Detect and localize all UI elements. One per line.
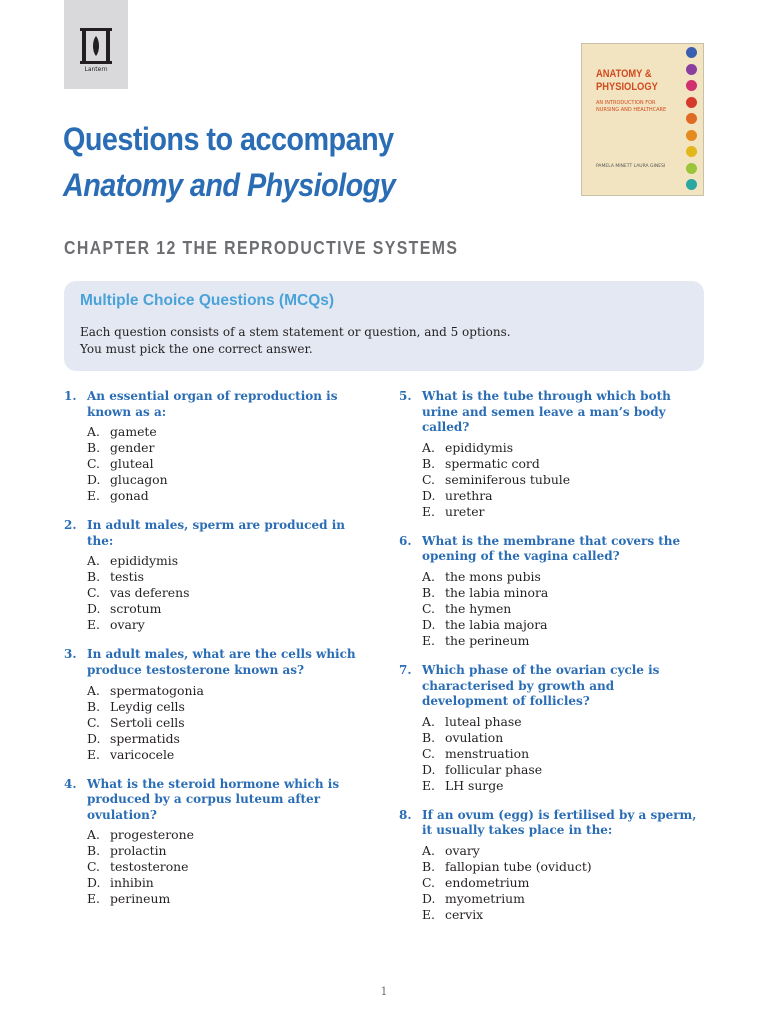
cover-title: ANATOMY & PHYSIOLOGY (596, 68, 658, 93)
option-text: varicocele (110, 746, 175, 762)
answer-options (87, 553, 364, 633)
answer-option (87, 472, 364, 488)
answer-option (87, 553, 364, 569)
answer-option (87, 601, 364, 617)
option-letter: E. (422, 777, 435, 793)
answer-option (422, 601, 699, 617)
option-text: progesterone (110, 827, 194, 843)
question-number: 7. (399, 662, 412, 677)
option-text: perineum (110, 891, 171, 907)
option-text: gender (110, 440, 155, 456)
option-letter: D. (87, 601, 101, 617)
option-letter: E. (422, 632, 435, 648)
question-number: 1. (64, 389, 77, 403)
answer-option (422, 859, 699, 875)
option-letter: C. (87, 585, 100, 601)
option-text: ureter (445, 503, 485, 519)
mcq-description-line-2: You must pick the one correct answer. (80, 342, 313, 356)
page-number: 1 (380, 985, 388, 998)
option-text: fallopian tube (oviduct) (445, 858, 592, 874)
option-letter: B. (422, 729, 436, 745)
option-letter: B. (422, 584, 436, 600)
answer-options (87, 424, 364, 504)
option-letter: B. (87, 698, 101, 714)
answer-option (422, 907, 699, 923)
cover-category-icon (686, 146, 697, 157)
option-text: testis (110, 569, 144, 585)
option-text: myometrium (445, 890, 525, 906)
title-line-2: Anatomy and Physiology (63, 167, 396, 203)
option-text: cervix (445, 906, 484, 922)
option-text: the hymen (445, 600, 512, 616)
option-letter: B. (87, 440, 101, 456)
answer-option (87, 699, 364, 715)
answer-option (87, 617, 364, 633)
chapter-heading: CHAPTER 12 THE REPRODUCTIVE SYSTEMS (64, 238, 459, 258)
option-text: ovary (110, 617, 145, 633)
option-letter: C. (422, 745, 435, 761)
option-text: LH surge (445, 777, 504, 793)
option-text: spermatids (110, 730, 180, 746)
option-text: testosterone (110, 859, 189, 875)
option-letter: A. (87, 682, 100, 698)
option-letter: D. (422, 616, 436, 632)
option-letter: E. (87, 891, 100, 907)
question-text: What is the tube through which both urine and semen leave a man’s body called? (422, 389, 671, 435)
questions-left-column (64, 389, 364, 921)
cover-icon-strip (686, 47, 698, 196)
question-number: 3. (64, 647, 77, 662)
option-letter: A. (422, 713, 435, 729)
answer-option (422, 569, 699, 585)
questions-right-column (399, 389, 699, 937)
option-letter: D. (87, 730, 101, 746)
question-text: In adult males, sperm are produced in the: (87, 518, 345, 548)
option-letter: C. (87, 714, 100, 730)
cover-category-icon (686, 47, 697, 58)
option-text: Sertoli cells (110, 714, 185, 730)
cover-category-icon (686, 64, 697, 75)
answer-option (422, 714, 699, 730)
mcq-description (80, 324, 680, 358)
option-letter: C. (87, 456, 100, 472)
answer-options (422, 714, 699, 794)
option-text: gamete (110, 424, 157, 440)
answer-option (87, 456, 364, 472)
question-text: What is the membrane that covers the opening of the vagina called? (422, 533, 681, 564)
answer-option (422, 488, 699, 504)
option-text: prolactin (110, 843, 167, 859)
option-letter: B. (422, 858, 436, 874)
option-text: scrotum (110, 601, 162, 617)
question-stem (64, 647, 364, 678)
option-text: spermatogonia (110, 682, 204, 698)
cover-category-icon (686, 97, 697, 108)
answer-option (87, 875, 364, 891)
option-letter: D. (422, 487, 436, 503)
option-letter: E. (87, 617, 100, 633)
page-title (63, 116, 495, 208)
option-letter: D. (422, 761, 436, 777)
question-stem (64, 518, 364, 549)
mcq-title: Multiple Choice Questions (MCQs) (80, 292, 335, 309)
answer-option (422, 746, 699, 762)
option-text: urethra (445, 487, 493, 503)
answer-option (422, 504, 699, 520)
question-number: 4. (64, 776, 77, 791)
option-letter: A. (87, 553, 100, 569)
option-text: glucagon (110, 472, 168, 488)
option-text: epididymis (110, 553, 179, 569)
question-item (64, 777, 364, 908)
answer-options (422, 569, 699, 649)
option-letter: B. (87, 569, 101, 585)
option-text: menstruation (445, 745, 530, 761)
answer-option (422, 843, 699, 859)
answer-option (422, 730, 699, 746)
option-letter: E. (87, 488, 100, 504)
option-text: ovary (445, 842, 480, 858)
option-letter: D. (87, 875, 101, 891)
option-text: inhibin (110, 875, 154, 891)
option-letter: A. (422, 439, 435, 455)
answer-option (422, 875, 699, 891)
cover-category-icon (686, 163, 697, 174)
question-text: What is the steroid hormone which is produced by a corpus luteum after ovulation? (87, 776, 340, 822)
question-item (399, 663, 699, 794)
answer-options (422, 440, 699, 520)
option-letter: C. (422, 874, 435, 890)
question-item (64, 389, 364, 504)
cover-category-icon (686, 179, 697, 190)
answer-option (422, 778, 699, 794)
answer-option (87, 843, 364, 859)
answer-option (422, 440, 699, 456)
logo-text: Lantern (84, 66, 108, 73)
answer-option (422, 585, 699, 601)
question-number: 5. (399, 389, 412, 403)
option-text: luteal phase (445, 713, 522, 729)
answer-option (422, 891, 699, 907)
answer-option (87, 891, 364, 907)
publisher-logo (64, 0, 128, 89)
question-stem (399, 663, 699, 710)
question-stem (399, 808, 699, 839)
cover-authors: PAMELA MINETT LAURA GINESI (596, 164, 666, 169)
question-text: An essential organ of reproduction is known as a: (87, 389, 338, 419)
question-stem (64, 389, 364, 420)
question-number: 8. (399, 807, 412, 822)
answer-options (422, 843, 699, 923)
answer-options (87, 827, 364, 907)
option-text: vas deferens (110, 585, 190, 601)
question-item (64, 518, 364, 633)
answer-option (87, 715, 364, 731)
question-item (399, 389, 699, 520)
option-text: follicular phase (445, 761, 543, 777)
mcq-info-box (64, 281, 704, 371)
option-text: the mons pubis (445, 568, 541, 584)
option-text: ovulation (445, 729, 504, 745)
question-number: 6. (399, 533, 412, 548)
option-letter: E. (422, 503, 435, 519)
option-letter: C. (422, 471, 435, 487)
option-text: the labia minora (445, 584, 549, 600)
question-stem (399, 389, 699, 436)
answer-option (422, 617, 699, 633)
question-stem (64, 777, 364, 824)
title-line-1: Questions to accompany (63, 121, 394, 157)
option-letter: C. (422, 600, 435, 616)
answer-option (422, 456, 699, 472)
option-letter: A. (422, 568, 435, 584)
option-text: the perineum (445, 632, 530, 648)
option-text: gluteal (110, 456, 154, 472)
option-letter: D. (87, 472, 101, 488)
option-letter: D. (422, 890, 436, 906)
answer-option (422, 762, 699, 778)
answer-option (87, 585, 364, 601)
book-cover (581, 43, 704, 196)
option-letter: C. (87, 859, 100, 875)
question-text: If an ovum (egg) is fertilised by a sperm, it usually takes place in the: (422, 807, 697, 838)
mcq-description-line-1: Each question consists of a stem statement or question, and 5 options. (80, 325, 511, 339)
option-letter: B. (422, 455, 436, 471)
answer-option (87, 683, 364, 699)
answer-option (87, 731, 364, 747)
question-item (399, 534, 699, 649)
option-text: endometrium (445, 874, 530, 890)
option-text: seminiferous tubule (445, 471, 571, 487)
question-stem (399, 534, 699, 565)
question-item (64, 647, 364, 762)
cover-category-icon (686, 113, 697, 124)
option-letter: E. (422, 906, 435, 922)
option-text: gonad (110, 488, 149, 504)
question-text: Which phase of the ovarian cycle is characterised by growth and development of follicles? (422, 662, 660, 709)
answer-option (422, 633, 699, 649)
answer-option (87, 488, 364, 504)
answer-option (87, 440, 364, 456)
lantern-logo-icon (79, 28, 113, 64)
option-letter: A. (422, 842, 435, 858)
answer-option (87, 827, 364, 843)
option-text: Leydig cells (110, 698, 185, 714)
option-letter: A. (87, 827, 100, 843)
answer-option (87, 859, 364, 875)
option-letter: E. (87, 746, 100, 762)
option-text: spermatic cord (445, 455, 540, 471)
answer-option (87, 747, 364, 763)
question-item (399, 808, 699, 923)
cover-category-icon (686, 80, 697, 91)
answer-options (87, 683, 364, 763)
option-letter: A. (87, 424, 100, 440)
option-letter: B. (87, 843, 101, 859)
question-text: In adult males, what are the cells which produce testosterone known as? (87, 647, 356, 677)
option-text: the labia majora (445, 616, 548, 632)
question-number: 2. (64, 518, 77, 533)
cover-category-icon (686, 130, 697, 141)
answer-option (422, 472, 699, 488)
answer-option (87, 424, 364, 440)
cover-subtitle: AN INTRODUCTION FOR NURSING AND HEALTHCARE (596, 100, 667, 113)
answer-option (87, 569, 364, 585)
option-text: epididymis (445, 439, 514, 455)
